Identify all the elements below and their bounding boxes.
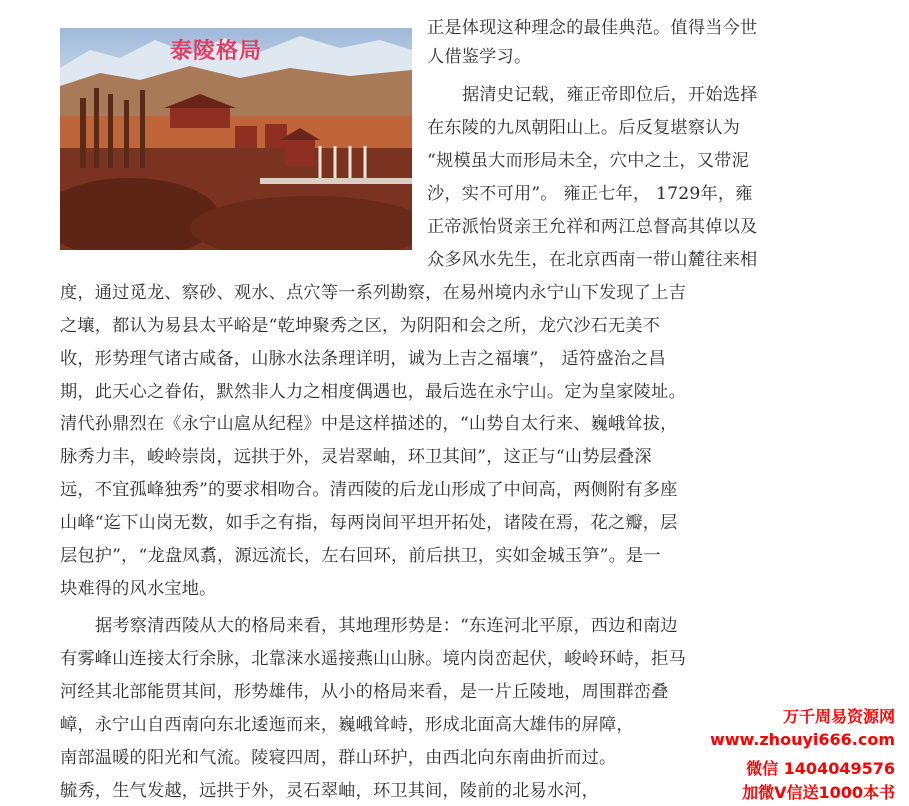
text-line: 层包护”，“龙盘凤翥，源远流长，左右回环，前后拱卫，实如金城玉笋”。是一 [60,546,661,566]
text-line: 众多风水先生，在北京西南一带山麓往来相 [427,250,758,270]
text-line: 河经其北部能贯其间，形势雄伟，从小的格局来看，是一片丘陵地，周围群峦叠 [60,682,669,702]
watermark-url: www.zhouyi666.com [709,730,895,749]
tailing-layout-photo [60,28,412,250]
text-line: 之壤，都认为易县太平峪是“乾坤聚秀之区，为阴阳和会之所，龙穴沙石无美不 [60,316,661,336]
text-line: “规模虽大而形局未全，穴中之土，又带泥 [427,151,749,171]
text-line: 在东陵的九凤朝阳山上。后反复堪察认为 [427,118,740,138]
text-line: 收，形势理气诸古咸备，山脉水法条理详明，诚为上吉之福壤”， 适符盛治之昌 [60,349,666,369]
text-line: 毓秀，生气发越，远拱于外，灵石翠岫，环卫其间，陵前的北易水河， [60,781,600,801]
text-line: 据考察清西陵从大的格局来看，其地理形势是：“东连河北平原，西边和南边 [95,616,678,636]
text-line: 山峰“迄下山岗无数，如手之有指，每两岗间平坦开拓处，诸陵在焉，花之瓣，层 [60,513,678,533]
text-line: 正是体现这种理念的最佳典范。值得当今世 [427,18,758,38]
text-line: 嶂，永宁山自西南向东北逶迤而来，巍峨耸峙，形成北面高大雄伟的屏障， [60,715,634,735]
text-line: 据清史记载，雍正帝即位后，开始选择 [462,85,758,105]
text-line: 清代孙鼎烈在《永宁山扈从纪程》中是这样描述的，“山势自太行来、巍峨耸拔， [60,414,678,434]
text-line: 远，不宜孤峰独秀”的要求相吻合。清西陵的后龙山形成了中间高，两侧附有多座 [60,480,678,500]
text-line: 沙，实不可用”。 雍正七年， 1729年，雍 [427,184,753,204]
text-line: 人借鉴学习。 [427,47,532,67]
text-line: 有雾峰山连接太行余脉，北靠涞水遥接燕山山脉。境内岗峦起伏，峻岭环峙，拒马 [60,649,686,669]
text-line: 度，通过觅龙、察砂、观水、点穴等一系列勘察，在易州境内永宁山下发现了上吉 [60,283,686,303]
watermark-wechat: 微信 1404049576 [746,759,895,778]
text-line: 块难得的风水宝地。 [60,579,217,599]
watermark-promo: 加微V信送1000本书 [742,783,895,802]
text-line: 正帝派怡贤亲王允祥和两江总督高其倬以及 [427,217,758,237]
watermark-site-name: 万千周易资源网 [782,707,895,726]
photo-caption: 泰陵格局 [170,39,263,64]
text-line: 南部温暖的阳光和气流。陵寝四周，群山环护，由西北向东南曲折而过。 [60,748,617,768]
text-line: 期，此天心之眷佑，默然非人力之相度偶遇也，最后选在永宁山。定为皇家陵址。 [60,382,686,402]
text-line: 脉秀力丰，峻岭崇岗，远拱于外，灵岩翠岫，环卫其间”，这正与“山势层叠深 [60,447,652,467]
